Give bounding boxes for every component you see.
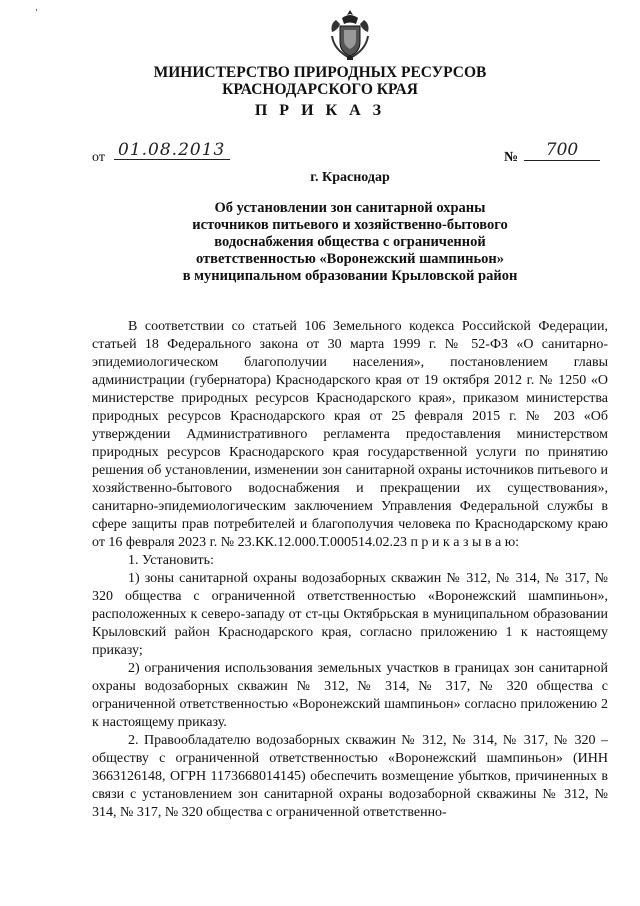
date-label: от xyxy=(92,150,105,165)
subject-line-4: ответственностью «Воронежский шампиньон» xyxy=(195,251,505,267)
preamble-paragraph: В соответствии со статьей 106 Земельного кодекса Российской Федерации, статьей 18 Федерального закона от 30 марта 1999 г. № 52-ФЗ «О санитарно-эпидемиологическом благополучии населения», постановлением главы администрации (губернатора) Краснодарского края от 19 октября 2012 г. № 1250 «О министерстве природных ресурсов Краснодарского края», приказом министерства природных ресурсов Краснодарского края от 25 февраля 2015 г. № 203 «Об утверждении Административного регламента предоставления министерством природных ресурсов Краснодарского края государственной услуги по принятию решения об установлении, изменении зон санитарной охраны источников питьевого и хозяйственно-бытового водоснабжения и прекращении их существования», санитарно-эпидемиологическим заключением Управления Федеральной службы в сфере защиты прав потребителей и благополучия человека по Краснодарскому краю от 16 февраля 2023 г. № 23.КК.12.000.Т.000514.02.23 п р и к а з ы в а ю: xyxy=(92,319,608,550)
clause-2: 2. Правообладателю водозаборных скважин № 312, № 314, № 317, № 320 – обществу с ограниченной ответственностью «Воронежский шампиньон» (ИНН 3663126148, ОГРН 1173668014145) обеспечить возмещение убытков, причиненных в связи с установлением зон санитарной охраны водозаборной скважины № 312, № 314, № 317, № 320 общества с ограниченной ответственно- xyxy=(92,733,608,820)
coat-of-arms-emblem xyxy=(328,6,372,62)
ministry-line-1: МИНИСТЕРСТВО ПРИРОДНЫХ РЕСУРСОВ xyxy=(153,64,487,81)
document-type-title: П Р И К А З xyxy=(254,102,386,119)
clause-1: 1. Установить: xyxy=(128,553,214,568)
emblem-icon xyxy=(328,6,372,62)
clause-1-subitem-2: 2) ограничения использования земельных участков в границах зон санитарной охраны водозаборных скважин № 312, № 314, № 317, № 320 общества с ограниченной ответственностью «Воронежский шампиньон» согласно приложению 2 к настоящему приказу. xyxy=(92,661,608,730)
order-body xyxy=(92,318,608,822)
subject-line-2: источников питьевого и хозяйственно-бытового xyxy=(192,217,508,233)
number-label: № xyxy=(504,150,519,165)
subject-line-5: в муниципальном образовании Крыловской район xyxy=(182,268,518,284)
handwritten-order-number: 700 xyxy=(524,140,600,161)
clause-1-subitem-1: 1) зоны санитарной охраны водозаборных скважин № 312, № 314, № 317, № 320 общества с ограниченной ответственностью «Воронежский шампиньон», расположенных к северо-западу от ст-цы Октябрьская в муниципальном образовании Крыловский район Краснодарского края, согласно приложению 1 к настоящему приказу; xyxy=(92,571,608,658)
order-subject xyxy=(0,200,640,285)
subject-line-3: водоснабжения общества с ограниченной xyxy=(214,234,486,250)
handwritten-date: 01.08.2013 xyxy=(114,140,230,160)
subject-line-1: Об установлении зон санитарной охраны xyxy=(214,200,486,216)
ministry-name xyxy=(0,64,640,98)
corner-mark: ʼ xyxy=(34,7,41,20)
ministry-line-2: КРАСНОДАРСКОГО КРАЯ xyxy=(222,81,418,98)
city-name: г. Краснодар xyxy=(310,170,390,185)
